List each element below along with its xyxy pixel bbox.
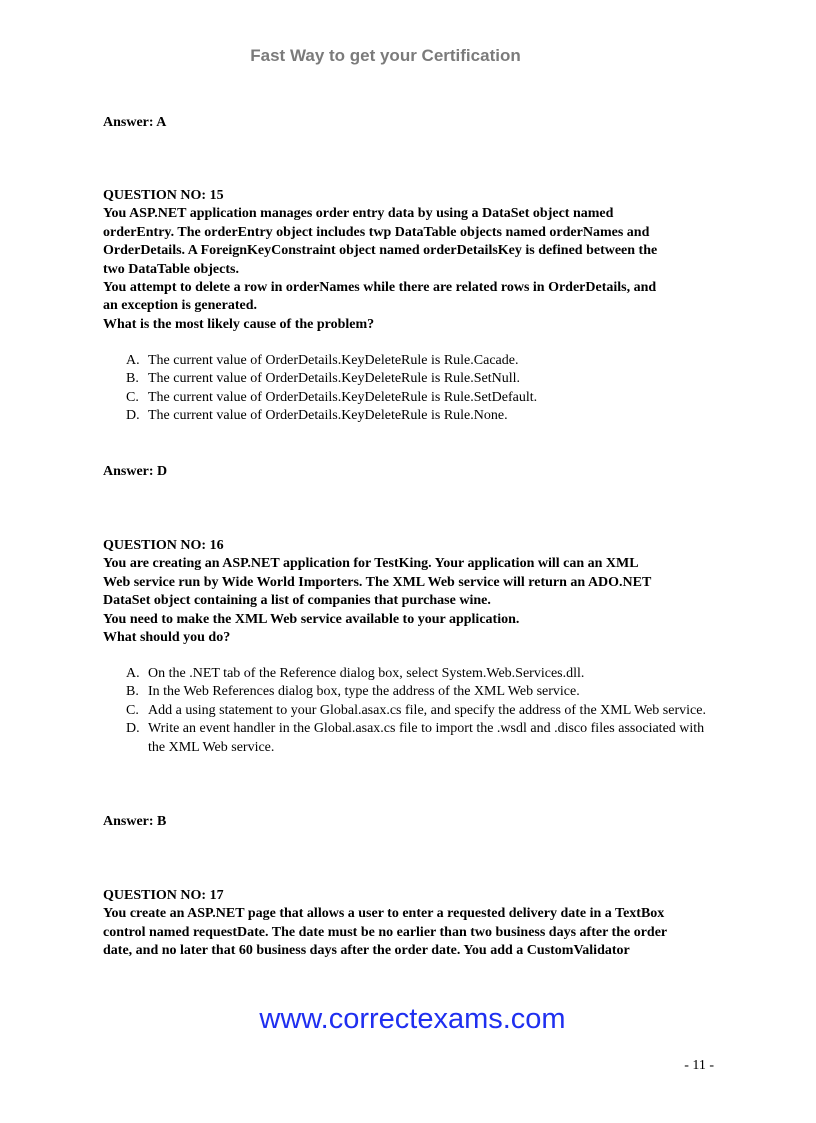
answer-15: Answer: D [103, 464, 168, 479]
question-15 [103, 187, 713, 334]
question-text-line: You attempt to delete a row in orderNames while there are related rows in OrderDetails, and [103, 280, 657, 296]
question-heading: QUESTION NO: 16 [103, 538, 224, 553]
question-heading: QUESTION NO: 17 [103, 888, 224, 903]
question-16-options [103, 665, 713, 757]
option-c: C. Add a using statement to your Global.asax.cs file, and specify the address of the XML Web service. [126, 702, 706, 718]
question-text-line: OrderDetails. A ForeignKeyConstraint object named orderDetailsKey is defined between the [103, 243, 658, 259]
question-text-line: You create an ASP.NET page that allows a user to enter a requested delivery date in a TextBox [103, 906, 665, 922]
question-text-line: You are creating an ASP.NET application for TestKing. Your application will can an XML [103, 556, 639, 572]
question-text-line: Web service run by Wide World Importers. The XML Web service will return an ADO.NET [103, 574, 652, 590]
page-number: - 11 - [684, 1058, 714, 1073]
answer-16: Answer: B [103, 814, 167, 829]
question-15-options [103, 352, 713, 426]
question-text-line: You need to make the XML Web service available to your application. [103, 611, 520, 627]
option-d: D. The current value of OrderDetails.KeyDeleteRule is Rule.None. [126, 408, 508, 424]
option-a: A. On the .NET tab of the Reference dialog box, select System.Web.Services.dll. [126, 666, 585, 681]
question-16 [103, 537, 713, 647]
option-c: C. The current value of OrderDetails.KeyDeleteRule is Rule.SetDefault. [126, 389, 538, 405]
question-text-line: What should you do? [103, 630, 231, 646]
question-text-line: date, and no later that 60 business days after the order date. You add a CustomValidator [103, 943, 630, 959]
page-header: Fast Way to get your Certification [250, 46, 521, 65]
question-heading: QUESTION NO: 15 [103, 188, 224, 203]
question-text-line: DataSet object containing a list of companies that purchase wine. [103, 593, 491, 609]
question-text-line: orderEntry. The orderEntry object includes twp DataTable objects named orderNames and [103, 224, 650, 240]
option-b: B. In the Web References dialog box, type the address of the XML Web service. [126, 684, 580, 700]
question-text-line: two DataTable objects. [103, 261, 239, 277]
question-text-line: an exception is generated. [103, 298, 257, 314]
option-a: A. The current value of OrderDetails.KeyDeleteRule is Rule.Cacade. [126, 353, 519, 368]
footer-website-link[interactable]: www.correctexams.com [259, 1003, 566, 1035]
option-d: D. Write an event handler in the Global.asax.cs file to import the .wsdl and .disco files associated with the XML Web service. [126, 721, 705, 755]
answer-previous: Answer: A [103, 115, 167, 130]
question-text-line: What is the most likely cause of the problem? [103, 316, 375, 332]
question-text-line: control named requestDate. The date must be no earlier than two business days after the order [103, 924, 668, 940]
option-b: B. The current value of OrderDetails.KeyDeleteRule is Rule.SetNull. [126, 371, 521, 387]
question-17 [103, 887, 713, 961]
question-text-line: You ASP.NET application manages order entry data by using a DataSet object named [103, 206, 614, 222]
